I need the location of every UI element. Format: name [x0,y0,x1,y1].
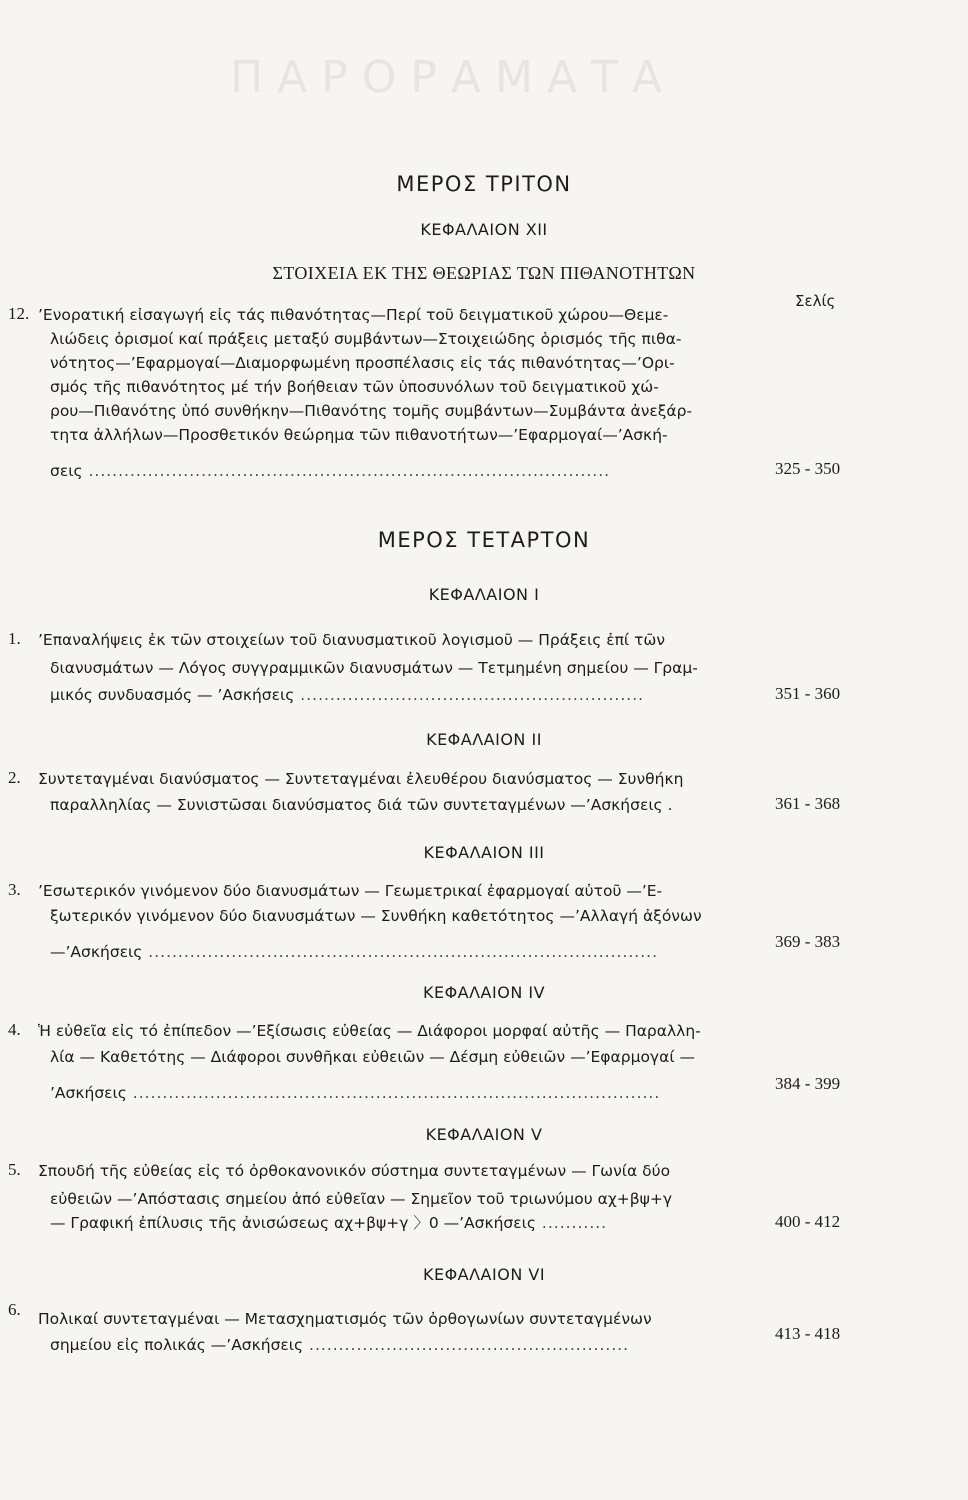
entry-line: τητα ἀλλήλων—Προσθετικόν θεώρημα τῶν πιθανοτήτων—’Εφαρμογαί—’Ασκή- [50,426,668,444]
entry-number: 4. [8,1020,21,1039]
chapter-heading-iii: ΚΕΦΑΛΑΙΟΝ III [423,843,545,862]
pages-column-label: Σελίς [795,292,836,310]
entry-line: Ἡ εὐθεῖα εἰς τό ἐπίπεδον —’Εξίσωσις εὐθείας — Διάφοροι μορφαί αὐτῆς — Παραλλη- [38,1022,701,1040]
chapter-heading-iv: ΚΕΦΑΛΑΙΟΝ IV [422,983,546,1002]
entry-line: ’Εσωτερικόν γινόμενον δύο διανυσμάτων — Γεωμετρικαί ἐφαρμογαί αὐτοῦ —’Ε- [38,882,663,900]
entry-line: — Γραφική ἐπίλυσις τῆς ἀνισώσεως αχ+βψ+γ 〉0 —’Ασκήσεις ........... [50,1214,608,1232]
entry-line: Πολικαί συντεταγμέναι — Μετασχηματισμός τῶν ὀρθογωνίων συντεταγμένων [38,1310,652,1328]
dot-leaders: .......................................................... [294,686,645,704]
entry-line: Συντεταγμέναι διανύσματος — Συντεταγμέναι ἐλευθέρου διανύσματος — Συνθήκη [38,770,684,788]
entry-number: 6. [8,1300,21,1319]
dot-leaders: ........................................................................................ [82,462,611,480]
chapter-heading-v: ΚΕΦΑΛΑΙΟΝ V [425,1125,543,1144]
entry-number: 12. [8,304,30,323]
entry-line: λιώδεις ὁρισμοί καί πράξεις μεταξύ συμβάντων—Στοιχειώδης ὁρισμός τῆς πιθα- [50,330,682,348]
entry-line: διανυσμάτων — Λόγος συγγραμμικῶν διανυσμάτων — Τετμημένη σημείου — Γραμ- [50,659,698,677]
dot-leaders: ......................................................................................... [126,1084,661,1102]
chapter-subtitle-xii: ΣΤΟΙΧΕΙΑ ΕΚ ΤΗΣ ΘΕΩΡΙΑΣ ΤΩΝ ΠΙΘΑΝΟΤΗΤΩΝ [272,263,696,283]
entry-number: 5. [8,1160,21,1179]
entry-number: 1. [8,629,21,648]
entry-line: νότητος—’Εφαρμογαί—Διαμορφωμένη προσπέλασις εἰς τάς πιθανότητας—’Ορι- [50,354,675,372]
entry-pages: 361 - 368 [775,794,841,813]
entry-line: λία — Καθετότης — Διάφοροι συνθῆκαι εὐθειῶν — Δέσμη εὐθειῶν —’Εφαρμογαί — [50,1048,695,1066]
entry-line: μικός συνδυασμός — ’Ασκήσεις .......................................................... [50,686,645,704]
entry-line: παραλληλίας — Συνιστῶσαι διανύσματος διά τῶν συντεταγμένων —’Ασκήσεις . [50,796,673,814]
entry-line: ρου—Πιθανότης ὑπό συνθήκην—Πιθανότης τομῆς συμβάντων—Συμβάντα ἀνεξάρ- [50,402,693,420]
entry-line: ’Ασκήσεις ......................................................................................... [50,1084,661,1102]
entry-pages: 413 - 418 [775,1324,841,1343]
entry-pages: 400 - 412 [775,1212,841,1231]
chapter-heading-ii: ΚΕΦΑΛΑΙΟΝ II [426,730,542,749]
part-title-third: ΜΕΡΟΣ ΤΡΙΤΟΝ [396,172,572,196]
bleed-through-heading: ΠΑΡΟΡΑΜΑΤΑ [230,52,677,103]
dot-leaders: ...................................................... [303,1336,630,1354]
dot-leaders: ........... [535,1214,608,1232]
entry-line: ’Επαναλήψεις ἐκ τῶν στοιχείων τοῦ διανυσματικοῦ λογισμοῦ — Πράξεις ἐπί τῶν [38,631,666,649]
entry-line: σημείου εἰς πολικάς —’Ασκήσεις ...................................................... [50,1336,630,1354]
chapter-heading-i: ΚΕΦΑΛΑΙΟΝ I [428,585,540,604]
entry-line: σεις ........................................................................................ [50,462,611,480]
entry-pages: 325 - 350 [775,459,841,478]
entry-line: εὐθειῶν —’Απόστασις σημείου ἀπό εὐθεῖαν — Σημεῖον τοῦ τριωνύμου αχ+βψ+γ [50,1190,673,1208]
part-title-fourth: ΜΕΡΟΣ ΤΕΤΑΡΤΟΝ [377,528,591,552]
entry-pages: 369 - 383 [775,932,841,951]
chapter-heading-vi: ΚΕΦΑΛΑΙΟΝ VI [422,1265,546,1284]
chapter-heading-xii: ΚΕΦΑΛΑΙΟΝ XII [420,220,548,239]
entry-pages: 384 - 399 [775,1074,841,1093]
entry-line: ξωτερικόν γινόμενον δύο διανυσμάτων — Συνθήκη καθετότητος —’Αλλαγή ἀξόνων [50,907,702,925]
entry-number: 2. [8,768,21,787]
entry-line: —’Ασκήσεις ...................................................................................... [50,943,659,961]
entry-line: σμός τῆς πιθανότητος μέ τήν βοήθειαν τῶν ὑποσυνόλων τοῦ δειγματικοῦ χώ- [50,378,659,396]
entry-number: 3. [8,880,21,899]
dot-leaders: ...................................................................................... [142,943,659,961]
entry-line: Σπουδή τῆς εὐθείας εἰς τό ὀρθοκανονικόν σύστημα συντεταγμένων — Γωνία δύο [38,1162,671,1180]
entry-line: ’Ενορατική εἰσαγωγή εἰς τάς πιθανότητας—Περί τοῦ δειγματικοῦ χώρου—Θεμε- [38,306,669,324]
entry-pages: 351 - 360 [775,684,841,703]
